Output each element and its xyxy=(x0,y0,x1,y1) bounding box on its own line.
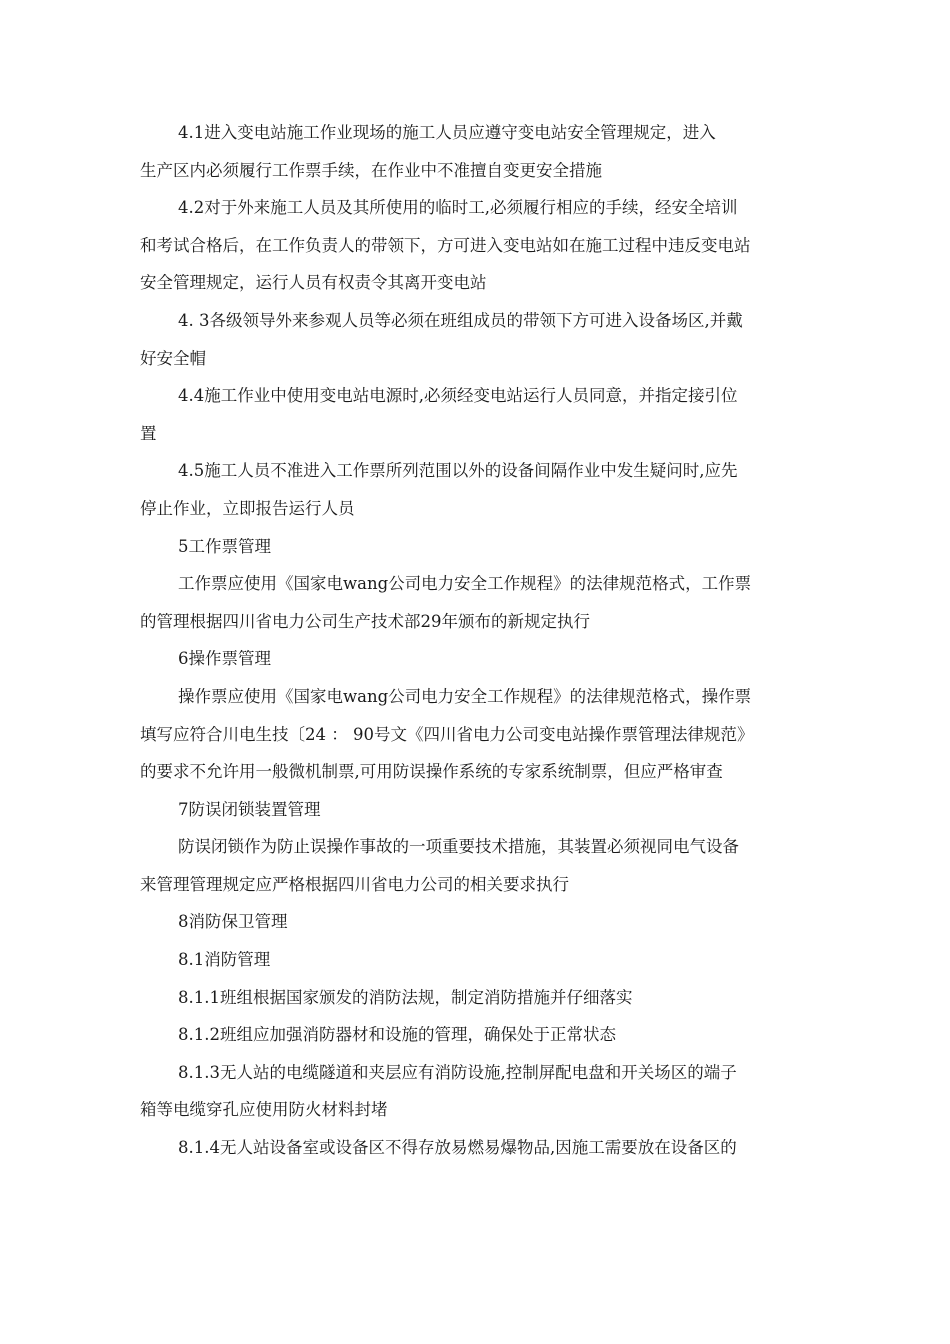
text-line: 7防误闭锁装置管理 xyxy=(178,799,321,819)
text-line: 5工作票管理 xyxy=(178,536,271,556)
text-line: 的管理根据四川省电力公司生产技术部29年颁布的新规定执行 xyxy=(140,611,590,631)
text-line: 和考试合格后，在工作负责人的带领下，方可进入变电站如在施工过程中违反变电站 xyxy=(140,235,751,255)
text-line: 生产区内必须履行工作票手续，在作业中不准擅自变更安全措施 xyxy=(140,160,602,180)
text-line: 8.1消防管理 xyxy=(178,950,271,970)
document-body xyxy=(140,114,812,1167)
text-line: 安全管理规定，运行人员有权责令其离开变电站 xyxy=(140,273,487,293)
text-line: 4.1进入变电站施工作业现场的施工人员应遵守变电站安全管理规定，进入 xyxy=(178,123,716,142)
text-line: 防误闭锁作为防止误操作事故的一项重要技术措施，其装置必须视同电气设备 xyxy=(178,837,739,857)
text-line: 填写应符合川电生技〔24 ： 90号文《四川省电力公司变电站操作票管理法律规范》 xyxy=(140,724,754,744)
text-line: 来管理管理规定应严格根据四川省电力公司的相关要求执行 xyxy=(140,874,569,894)
text-line: 操作票应使用《国家电wang公司电力安全工作规程》的法律规范格式，操作票 xyxy=(178,686,752,706)
text-line: 停止作业，立即报告运行人员 xyxy=(140,498,355,518)
text-line: 4.2对于外来施工人员及其所使用的临时工,必须履行相应的手续，经安全培训 xyxy=(178,198,738,218)
text-line: 箱等电缆穿孔应使用防火材料封堵 xyxy=(140,1100,388,1120)
text-line: 6操作票管理 xyxy=(178,649,271,669)
text-line: 8消防保卫管理 xyxy=(178,912,288,932)
text-line: 8.1.4无人站设备室或设备区不得存放易燃易爆物品,因施工需要放在设备区的 xyxy=(178,1138,737,1158)
text-line: 工作票应使用《国家电wang公司电力安全工作规程》的法律规范格式，工作票 xyxy=(178,574,752,594)
text-line: 的要求不允许用一般微机制票,可用防误操作系统的专家系统制票，但应严格审查 xyxy=(140,762,723,782)
text-line: 4. 3各级领导外来参观人员等必须在班组成员的带领下方可进入设备场区,并戴 xyxy=(178,310,743,330)
text-line: 8.1.3无人站的电缆隧道和夹层应有消防设施,控制屏配电盘和开关场区的端子 xyxy=(178,1062,737,1082)
text-line: 8.1.1班组根据国家颁发的消防法规，制定消防措施并仔细落实 xyxy=(178,987,633,1007)
text-line: 4.5施工人员不准进入工作票所列范围以外的设备间隔作业中发生疑问时,应先 xyxy=(178,461,738,481)
text-line: 4.4施工作业中使用变电站电源时,必须经变电站运行人员同意，并指定接引位 xyxy=(178,386,738,406)
text-line: 好安全帽 xyxy=(140,348,206,368)
text-line: 置 xyxy=(140,423,157,443)
text-line: 8.1.2班组应加强消防器材和设施的管理，确保处于正常状态 xyxy=(178,1025,616,1045)
